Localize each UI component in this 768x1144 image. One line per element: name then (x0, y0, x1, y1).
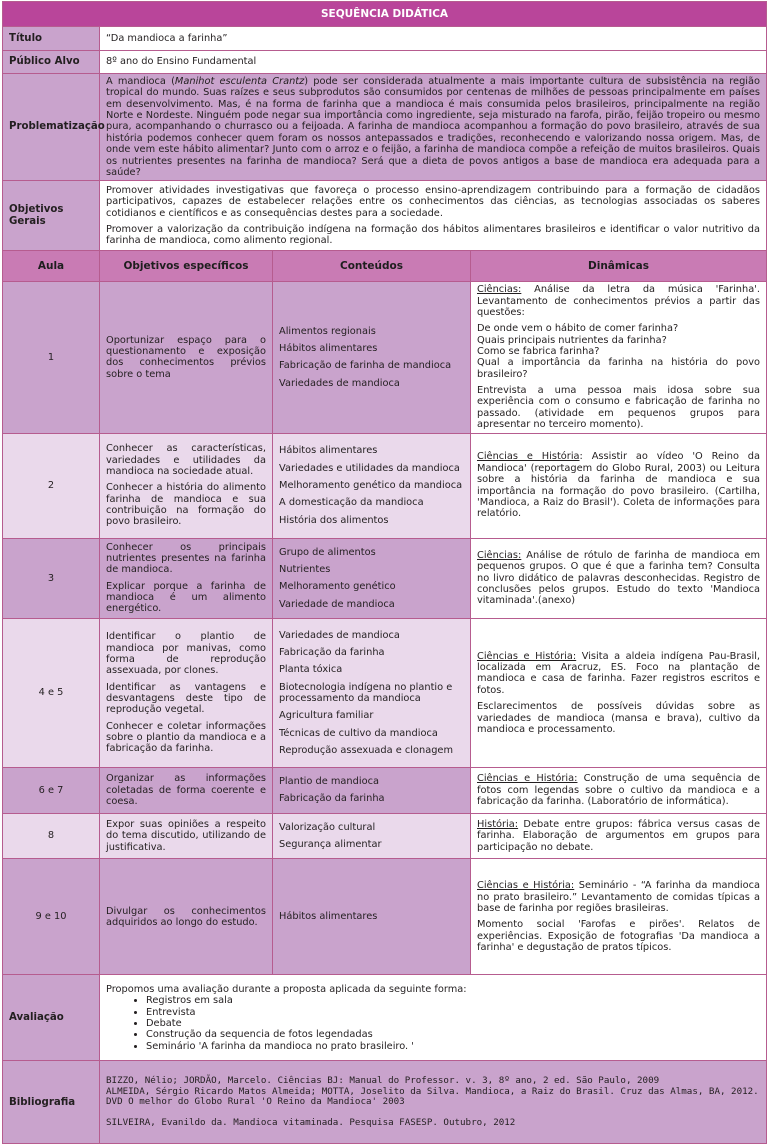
avaliacao-item: • Construção da sequencia de fotos legendadas (146, 1029, 760, 1040)
question-item: De onde vem o hábito de comer farinha? (477, 323, 679, 335)
objetivos-especificos (100, 282, 273, 433)
conteudo-item: Melhoramento genético da mandioca (279, 479, 463, 491)
dinamica-text (477, 651, 760, 696)
lesson-rows (3, 282, 767, 975)
discipline-tag: Ciências: (477, 549, 522, 561)
dinamica-extra: Esclarecimentos de possíveis dúvidas sobre as variedades de mandioca (mansa e brava), cultivo da mandioca e processamento. (477, 701, 761, 735)
lesson-row (3, 767, 767, 813)
objetivos-gerais-text (100, 181, 767, 251)
lesson-row (3, 282, 767, 433)
titulo-label: Título (3, 27, 100, 51)
objetivos-especificos (100, 618, 273, 767)
avaliacao-label: Avaliação (3, 975, 100, 1061)
objetivo-item: Organizar as informações coletadas de forma coerente e coesa. (106, 773, 266, 808)
document-title: SEQUÊNCIA DIDÁTICA (3, 2, 767, 27)
sequencia-table (2, 1, 767, 1144)
dinamica-text (477, 451, 760, 519)
problematizacao-label: Problematização (3, 74, 100, 181)
objetivos-especificos (100, 538, 273, 618)
dinamica-text (477, 773, 760, 807)
question-list (477, 323, 760, 380)
document-page (2, 1, 766, 1144)
question-item: Quais principais nutrientes da farinha? (477, 334, 667, 346)
aula-number: 8 (3, 813, 100, 859)
conteudo-item: Nutrientes (279, 563, 331, 575)
conteudos (273, 618, 471, 767)
conteudo-item: Hábitos alimentares (279, 343, 378, 355)
discipline-tag: História: (477, 819, 519, 831)
objetivo-item: Conhecer e coletar informações sobre o plantio da mandioca e a fabricação da farinha. (106, 720, 266, 755)
bibliografia-content (100, 1061, 767, 1144)
lesson-row (3, 813, 767, 859)
conteudo-item: Fabricação da farinha (279, 646, 385, 658)
bibliografia-ref: SILVEIRA, Evanildo da. Mandioca vitaminada. Pesquisa FASESP. Outubro, 2012 (106, 1117, 516, 1129)
lesson-row (3, 859, 767, 975)
question-item: Qual a importância da farinha na história do povo brasileiro? (477, 357, 761, 380)
conteudo-item: Técnicas de cultivo da mandioca (279, 727, 438, 739)
aula-number: 2 (3, 433, 100, 538)
bibliografia-label: Bibliografia (3, 1061, 100, 1144)
conteudo-item: Biotecnologia indígena no plantio e processamento da mandioca (279, 681, 453, 704)
avaliacao-row (3, 975, 767, 1061)
dinamicas (471, 433, 767, 538)
dinamica-description: Seminário - “A farinha da mandioca no prato brasileiro.” Levantamento de comidas típicas a base de farinha por regiões brasileiras. (477, 880, 761, 915)
bibliografia-ref: DVD O melhor do Globo Rural 'O Reino da Mandioca' 2003 (106, 1096, 405, 1108)
column-conteudos: Conteúdos (273, 251, 471, 282)
conteudo-item: Alimentos regionais (279, 325, 376, 337)
avaliacao-item: • Seminário 'A farinha da mandioca no prato brasileiro. ' (146, 1041, 760, 1052)
dinamica-description: Construção de uma sequência de fotos com legendas sobre o cultivo da mandioca e a fabricação da farinha. (Laboratório de informática). (477, 773, 761, 808)
conteudo-item: Valorização cultural (279, 821, 376, 833)
lesson-row (3, 433, 767, 538)
column-dinamicas: Dinâmicas (471, 251, 767, 282)
aula-number: 4 e 5 (3, 618, 100, 767)
discipline-tag: Ciências e História: (477, 773, 578, 785)
column-objetivos: Objetivos específicos (100, 251, 273, 282)
dinamica-description: Debate entre grupos: fábrica versus casas de farinha. Elaboração de argumentos em grupos para participação no debate. (477, 819, 761, 853)
objetivo-item: Identificar o plantio de mandioca por manivas, como forma de reprodução assexuada, por clones. (106, 631, 266, 677)
objetivos-gerais-p1: Promover atividades investigativas que favoreça o processo ensino-aprendizagem contribuindo para a formação de cidadãos participativos, capazes de estabelecer relações entre os conhecimentos das ciências, as tecnologias associadas os saberes cotidianos e científicos e as consequências destes para a sociedade. (106, 184, 761, 219)
aula-number: 1 (3, 282, 100, 433)
conteudo-item: Agricultura familiar (279, 710, 374, 722)
conteudo-item: Variedade de mandioca (279, 598, 395, 610)
avaliacao-item: • Debate (146, 1018, 760, 1029)
conteudo-item: Hábitos alimentares (279, 911, 378, 923)
dinamica-text (477, 880, 760, 914)
avaliacao-item: • Entrevista (146, 1007, 760, 1018)
conteudos (273, 538, 471, 618)
conteudo-item: Grupo de alimentos (279, 546, 376, 558)
conteudo-item: História dos alimentos (279, 514, 389, 526)
avaliacao-list (106, 995, 760, 1052)
conteudos (273, 767, 471, 813)
titulo-row (3, 27, 767, 51)
objetivos-gerais-label: Objetivos Gerais (3, 181, 100, 251)
conteudos (273, 282, 471, 433)
problematizacao-row (3, 74, 767, 181)
conteudo-item: Variedades e utilidades da mandioca (279, 462, 460, 474)
conteudo-item: Reprodução assexuada e clonagem (279, 745, 454, 757)
question-item: Como se fabrica farinha? (477, 346, 600, 358)
avaliacao-content (100, 975, 767, 1061)
dinamica-description: Análise da letra da música 'Farinha'. Levantamento de conhecimentos prévios a partir das questões: (477, 284, 761, 318)
conteudo-item: Variedades de mandioca (279, 629, 400, 641)
dinamicas (471, 813, 767, 859)
objetivo-item: Conhecer os principais nutrientes presentes na farinha de mandioca. (106, 541, 266, 576)
scientific-name: Manihot esculenta Crantz (174, 76, 305, 87)
dinamica-text (477, 284, 760, 318)
conteudo-item: Variedades de mandioca (279, 377, 400, 389)
conteudos (273, 813, 471, 859)
dinamica-extra: Momento social 'Farofas e pirões'. Relatos de experiências. Exposição de fotografias 'Da mandioca a farinha' e degustação de pratos típicos. (477, 919, 761, 954)
conteudo-item: A domesticação da mandioca (279, 497, 424, 509)
avaliacao-item: • Registros em sala (146, 995, 760, 1006)
discipline-tag: Ciências e História: (477, 650, 577, 662)
discipline-tag: Ciências e História: (477, 880, 575, 892)
dinamica-text (477, 819, 760, 853)
avaliacao-intro: Propomos uma avaliação durante a proposta aplicada da seguinte forma: (106, 983, 467, 995)
dinamica-description: Visita a aldeia indígena Pau-Brasil, localizada em Aracruz, ES. Foco na plantação de mandioca e casa de farinha. Fazer registros escritos e fotos. (477, 650, 761, 696)
problematizacao-text-start: A mandioca ( (106, 76, 175, 87)
objetivo-item: Oportunizar espaço para o questionamento e exposição dos conhecimentos prévios sobre o tema (106, 334, 266, 380)
objetivo-item: Conhecer a história do alimento farinha de mandioca e sua contribuição na formação do povo brasileiro. (106, 482, 266, 528)
dinamica-text (477, 550, 760, 607)
dinamicas (471, 282, 767, 433)
objetivos-especificos (100, 767, 273, 813)
dinamica-description: : Assistir ao vídeo 'O Reino da Mandioca' (reportagem do Globo Rural, 2003) ou Leitura sobre a história da farinha de mandioca e sua importância na formação do povo brasileiro. (Cartilha, 'Mandioca, a Raiz do Brasil'). Coleta de informações para relatório. (477, 451, 761, 520)
bibliografia-ref: BIZZO, Nélio; JORDÃO, Marcelo. Ciências BJ: Manual do Professor. v. 3, 8º ano, 2 ed. São Paulo, 2009 (106, 1075, 660, 1087)
objetivos-especificos (100, 813, 273, 859)
conteudo-item: Segurança alimentar (279, 839, 382, 851)
header-row (3, 2, 767, 27)
objetivos-gerais-p2: Promover a valorização da contribuição indígena na formação dos hábitos alimentares brasileiros e identificar o valor nutritivo da farinha de mandioca, como alimento regional. (106, 223, 761, 247)
objetivos-gerais-row (3, 181, 767, 251)
bibliografia-ref: ALMEIDA, Sérgio Ricardo Matos Almeida; MOTTA, Joselito da Silva. Mandioca, a Raiz do Brasil. Cruz das Almas, BA, 2012. (106, 1085, 759, 1097)
conteudo-item: Plantio de mandioca (279, 775, 379, 787)
objetivo-item: Conhecer as características, variedades e utilidades da mandioca na sociedade atual. (106, 443, 266, 477)
objetivo-item: Identificar as vantagens e desvantagens deste tipo de reprodução vegetal. (106, 681, 266, 716)
dinamicas (471, 767, 767, 813)
conteudos (273, 859, 471, 975)
publico-value: 8º ano do Ensino Fundamental (100, 51, 767, 74)
dinamicas (471, 859, 767, 975)
column-aula: Aula (3, 251, 100, 282)
column-header-row (3, 251, 767, 282)
conteudos (273, 433, 471, 538)
lesson-row (3, 538, 767, 618)
conteudo-item: Planta tóxica (279, 664, 343, 676)
publico-row (3, 51, 767, 74)
conteudo-item: Hábitos alimentares (279, 445, 378, 457)
dinamicas (471, 538, 767, 618)
objetivo-item: Explicar porque a farinha de mandioca é um alimento energético. (106, 580, 266, 615)
publico-label: Público Alvo (3, 51, 100, 74)
aula-number: 9 e 10 (3, 859, 100, 975)
objetivo-item: Divulgar os conhecimentos adquiridos ao longo do estudo. (106, 905, 266, 928)
conteudo-item: Fabricação da farinha (279, 793, 385, 805)
objetivos-especificos (100, 433, 273, 538)
objetivos-especificos (100, 859, 273, 975)
dinamicas (471, 618, 767, 767)
conteudo-item: Fabricação de farinha de mandioca (279, 360, 452, 372)
problematizacao-text-rest: ) pode ser considerada atualmente a mais importante cultura de subsistência na região tropical do mundo. Suas raízes e seus subprodutos são consumidos por centenas de milhões de pessoas principalmente em países em desenvolvimento. Mas, é na forma de farinha que a mandioca é mais consumida pelos brasileiros, principalmente na região Norte e Nordeste. Ninguém pode negar sua importância como ingrediente, seja misturado na farofa, pirão, feijão tropeiro ou mesmo pura, acompanhando o churrasco ou a feijoada. A farinha de mandioca acompanhou a formação do povo brasileiro, através de sua história podemos conhecer quem foram os nossos antepassados e tradições, reconhecendo e valorizando nossa origem. Mas, de onde vem este hábito alimentar? Junto com o arroz e o feijão, a farinha de mandioca compõe a refeição de muitos brasileiros. Quais os nutrientes presentes na farinha de mandioca? Será que a dieta de povos antigos a base de mandioca era adequada para a saúde? (106, 76, 761, 178)
objetivo-item: Expor suas opiniões a respeito do tema discutido, utilizando de justificativa. (106, 819, 266, 853)
dinamica-extra: Entrevista a uma pessoa mais idosa sobre sua experiência com o consumo e fabricação de farinha no passado. (atividade em pequenos grupos para apresentar no terceiro momento). (477, 385, 761, 431)
aula-number: 6 e 7 (3, 767, 100, 813)
dinamica-description: Análise de rótulo de farinha de mandioca em pequenos grupos. O que é que a farinha tem? Consulta no livro didático de palavras desconhecidas. Registro de conclusões pelos grupos. Estudo do texto 'Mandioca vitaminada'.(anexo) (477, 549, 761, 607)
conteudo-item: Melhoramento genético (279, 581, 396, 593)
aula-number: 3 (3, 538, 100, 618)
problematizacao-text (100, 74, 767, 181)
discipline-tag: Ciências: (477, 284, 522, 296)
discipline-tag: Ciências e História (477, 451, 580, 463)
bibliografia-row (3, 1061, 767, 1144)
titulo-value: “Da mandioca a farinha” (100, 27, 767, 51)
lesson-row (3, 618, 767, 767)
